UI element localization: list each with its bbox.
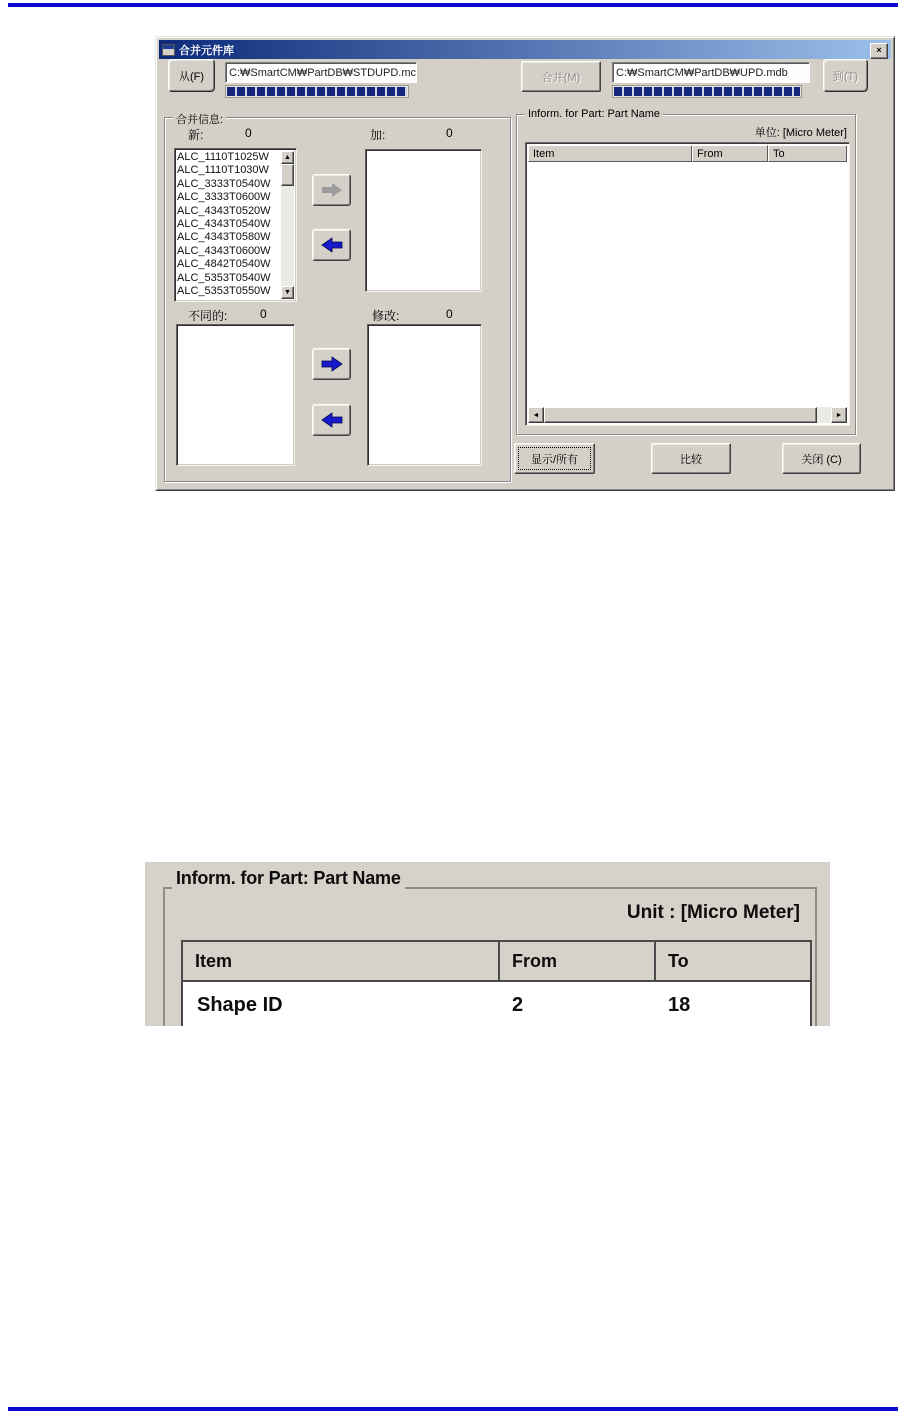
horizontal-scrollbar[interactable] xyxy=(528,407,847,423)
column-header-from[interactable]: From xyxy=(692,145,768,162)
close-button[interactable]: 关闭 (C) xyxy=(782,443,861,474)
dialog-titlebar[interactable] xyxy=(159,40,891,59)
list-item[interactable]: ALC_4842T0540W xyxy=(177,258,271,271)
figure-column-item: Item xyxy=(195,950,233,971)
scroll-left-icon[interactable]: ◄ xyxy=(528,407,544,423)
different-parts-listbox[interactable] xyxy=(176,324,295,466)
show-all-button-label: 显示/所有 xyxy=(530,453,579,466)
part-info-table xyxy=(525,142,850,426)
merge-library-dialog xyxy=(155,36,895,491)
scrollbar-thumb[interactable] xyxy=(281,164,294,186)
table-row xyxy=(183,982,810,1026)
arrow-right-icon xyxy=(321,356,343,372)
scroll-up-icon[interactable]: ▲ xyxy=(281,151,294,164)
groupbox-right-border xyxy=(815,887,817,1026)
modify-parts-listbox[interactable] xyxy=(367,324,482,466)
source-progress-bar xyxy=(225,85,409,98)
bottom-horizontal-rule xyxy=(8,1407,898,1411)
target-progress-bar xyxy=(612,85,802,98)
add-parts-listbox[interactable] xyxy=(365,149,482,292)
figure-unit-label: Unit : [Micro Meter] xyxy=(626,902,800,923)
list-item[interactable]: ALC_4343T0600W xyxy=(177,244,271,257)
figure-table xyxy=(181,940,812,1026)
different-list-count: 0 xyxy=(260,307,267,321)
merge-button[interactable]: 合并(M) xyxy=(521,61,601,92)
figure-cell-from: 2 xyxy=(512,993,524,1016)
close-icon[interactable]: × xyxy=(870,43,888,59)
table-header-row xyxy=(528,145,847,162)
column-header-item[interactable]: Item xyxy=(528,145,692,162)
arrow-right-icon xyxy=(321,182,343,198)
list-item[interactable]: ALC_1110T1025W xyxy=(177,151,269,163)
figure-group-title: Inform. for Part: Part Name xyxy=(172,868,405,889)
new-parts-listbox[interactable] xyxy=(174,148,297,302)
list-item[interactable]: ALC_5353T0540W xyxy=(177,271,271,284)
from-button[interactable]: 从(F) xyxy=(168,59,215,92)
arrow-left-icon xyxy=(321,412,343,428)
new-list-count: 0 xyxy=(245,126,252,140)
figure-cell-to: 18 xyxy=(668,993,691,1016)
table-body-empty xyxy=(528,162,847,407)
move-right-button[interactable] xyxy=(312,174,351,206)
modify-list-label: 修改: xyxy=(372,309,400,323)
scroll-down-icon[interactable]: ▼ xyxy=(281,286,294,299)
scroll-right-icon[interactable]: ► xyxy=(831,407,847,423)
part-info-group-title: Inform. for Part: Part Name xyxy=(525,108,663,120)
part-info-zoom-figure xyxy=(145,862,830,1026)
new-list-label: 新: xyxy=(188,128,204,142)
move-right-button-2[interactable] xyxy=(312,348,351,380)
list-item[interactable]: ALC_3333T0540W xyxy=(177,177,271,190)
part-info-group xyxy=(516,108,856,435)
top-horizontal-rule xyxy=(8,3,898,7)
merge-info-group xyxy=(164,114,511,482)
column-header-to[interactable]: To xyxy=(768,145,847,162)
app-icon xyxy=(162,44,175,56)
list-item[interactable]: ALC_4343T0540W xyxy=(177,218,271,231)
target-path-field[interactable]: C:₩SmartCM₩PartDB₩UPD.mdb xyxy=(612,62,810,83)
list-item[interactable]: ALC_4343T0520W xyxy=(177,204,271,217)
to-button[interactable]: 到(T) xyxy=(823,59,868,92)
list-item[interactable]: ALC_1110T1030W xyxy=(177,164,269,177)
vertical-scrollbar[interactable] xyxy=(281,151,294,299)
add-list-label: 加: xyxy=(370,128,386,142)
figure-column-from: From xyxy=(498,942,654,980)
figure-table-header xyxy=(183,942,810,982)
dialog-title: 合并元件库 xyxy=(179,44,234,57)
merge-info-group-title: 合并信息: xyxy=(173,111,226,127)
compare-button[interactable]: 比较 xyxy=(651,443,731,474)
scrollbar-thumb[interactable] xyxy=(544,407,817,423)
move-left-button[interactable] xyxy=(312,229,351,261)
figure-cell-item: Shape ID xyxy=(197,993,283,1016)
list-item[interactable]: ALC_3333T0600W xyxy=(177,191,271,204)
show-all-button[interactable] xyxy=(514,443,595,474)
move-left-button-2[interactable] xyxy=(312,404,351,436)
different-list-label: 不同的: xyxy=(188,309,228,323)
unit-label: 单位: [Micro Meter] xyxy=(754,127,847,139)
add-list-count: 0 xyxy=(446,126,453,140)
list-item[interactable]: ALC_5353T0550W xyxy=(177,285,271,298)
source-path-field[interactable]: C:₩SmartCM₩PartDB₩STDUPD.mc xyxy=(225,62,417,83)
groupbox-left-border xyxy=(163,887,165,1026)
list-item[interactable]: ALC_4343T0580W xyxy=(177,231,271,244)
arrow-left-icon xyxy=(321,237,343,253)
modify-list-count: 0 xyxy=(446,307,453,321)
figure-column-to: To xyxy=(654,942,810,980)
